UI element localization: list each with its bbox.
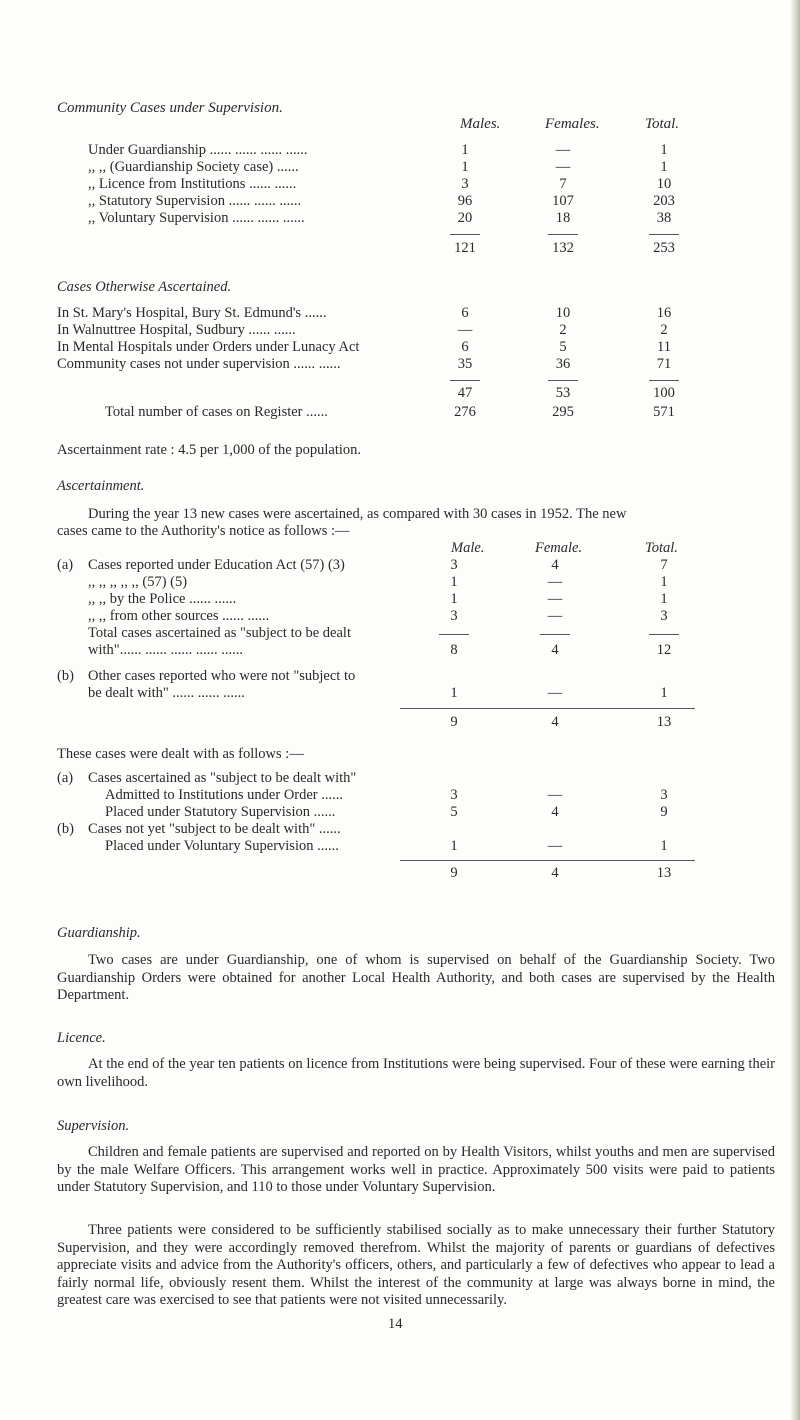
cell-females: — xyxy=(555,159,571,175)
cell-male: 3 xyxy=(450,557,458,573)
a-total-line-1: Total cases ascertained as "subject to be dealt xyxy=(88,625,351,641)
cell-female: — xyxy=(547,787,563,803)
cell-males: 96 xyxy=(457,193,473,209)
cell-males: 1 xyxy=(461,159,469,175)
subtotal-rule xyxy=(450,234,480,235)
header-total: Total. xyxy=(645,116,680,132)
row-label: ,, ,, by the Police ...... ...... xyxy=(88,591,237,607)
row-label: Cases reported under Education Act (57) (3) xyxy=(88,557,345,573)
cell-total: 16 xyxy=(656,305,672,321)
page-edge-shadow xyxy=(790,0,800,1420)
cell-males: 6 xyxy=(461,339,469,355)
cell-females: — xyxy=(555,142,571,158)
section-title-community-cases: Community Cases under Supervision. xyxy=(57,100,283,116)
row-label: ,, ,, (Guardianship Society case) ...... xyxy=(88,159,299,175)
a-total-total: 12 xyxy=(656,642,672,658)
cell-total: 1 xyxy=(660,142,668,158)
grand-total-female: 4 xyxy=(551,865,559,881)
b-line-2: be dealt with" ...... ...... ...... xyxy=(88,685,245,701)
register-males: 276 xyxy=(454,404,476,420)
cell-total: 10 xyxy=(656,176,672,192)
cell-females: 2 xyxy=(559,322,567,338)
cell-male: 1 xyxy=(450,574,458,590)
cell-females: 5 xyxy=(559,339,567,355)
subtotal-rule xyxy=(649,380,679,381)
cell-female: — xyxy=(547,591,563,607)
total-rule xyxy=(400,860,695,861)
cell-males: 1 xyxy=(461,142,469,158)
grand-total-total: 13 xyxy=(656,714,672,730)
intro-line-2: cases came to the Authority's notice as follows :— xyxy=(57,523,350,539)
page-number: 14 xyxy=(388,1316,403,1332)
cell-total: 11 xyxy=(657,339,671,355)
register-label: Total number of cases on Register ...... xyxy=(105,404,328,420)
marker-a: (a) xyxy=(57,557,74,573)
section-title-licence: Licence. xyxy=(57,1030,106,1046)
row-label: ,, ,, ,, ,, ,, (57) (5) xyxy=(88,574,188,590)
section-title-supervision: Supervision. xyxy=(57,1118,130,1134)
subtotal-rule xyxy=(649,234,679,235)
b-female: — xyxy=(547,685,563,701)
grand-total-male: 9 xyxy=(450,714,458,730)
dealt-with-intro: These cases were dealt with as follows :— xyxy=(57,746,304,762)
subtotal-rule xyxy=(649,634,679,635)
a-head: Cases ascertained as "subject to be dealt with" xyxy=(88,770,357,786)
ascertainment-rate: Ascertainment rate : 4.5 per 1,000 of the population. xyxy=(57,442,362,458)
cell-females: 10 xyxy=(555,305,571,321)
cell-males: 35 xyxy=(457,356,473,372)
grand-total-female: 4 xyxy=(551,714,559,730)
cell-male: 3 xyxy=(450,608,458,624)
subtotal-rule xyxy=(439,634,469,635)
cell-total: 3 xyxy=(660,608,668,624)
row-label: Placed under Statutory Supervision ...... xyxy=(105,804,336,820)
register-females: 295 xyxy=(552,404,574,420)
subtotal-females: 53 xyxy=(555,385,571,401)
cell-male: 1 xyxy=(450,591,458,607)
cell-males: — xyxy=(457,322,473,338)
cell-total: 1 xyxy=(660,591,668,607)
cell-female: — xyxy=(547,608,563,624)
cell-total: 203 xyxy=(653,193,675,209)
row-label: ,, Statutory Supervision ...... ...... ...... xyxy=(88,193,302,209)
cell-total: 1 xyxy=(660,574,668,590)
cell-females: 7 xyxy=(559,176,567,192)
b-head: Cases not yet "subject to be dealt with" ...... xyxy=(88,821,341,837)
row-label: Admitted to Institutions under Order ...... xyxy=(105,787,344,803)
supervision-paragraph-1: Children and female patients are supervised and reported on by Health Visitors, whilst youths and men are supervised by the male Welfare Officers. This arrangement works well in practice. Approximately 500 visits were paid to patients under Statutory Supervision, and 110 to those under Voluntary Supervision. xyxy=(57,1144,775,1195)
subtotal-rule xyxy=(548,380,578,381)
cell-female: 4 xyxy=(551,804,559,820)
subtotal-males: 47 xyxy=(457,385,473,401)
row-label: ,, ,, from other sources ...... ...... xyxy=(88,608,270,624)
grand-total-total: 13 xyxy=(656,865,672,881)
subtotal-males: 121 xyxy=(454,240,476,256)
subtotal-rule xyxy=(540,634,570,635)
cell-females: 18 xyxy=(555,210,571,226)
header-total: Total. xyxy=(645,540,678,556)
row-label: In Walnuttree Hospital, Sudbury ...... ...... xyxy=(57,322,296,338)
subtotal-females: 132 xyxy=(552,240,574,256)
cell-males: 6 xyxy=(461,305,469,321)
cell-total: 9 xyxy=(660,804,668,820)
cell-total: 2 xyxy=(660,322,668,338)
a-total-female: 4 xyxy=(551,642,559,658)
marker-a: (a) xyxy=(57,770,74,786)
b-line-1: Other cases reported who were not "subject to xyxy=(88,668,356,684)
marker-b: (b) xyxy=(57,821,74,837)
supervision-paragraph-2: Three patients were considered to be sufficiently stabilised socially as to make unnecessary their further Statutory Supervision, and they were accordingly removed therefrom. Whilst the majority of parents or guardians of defectives appreciate visits and advice from the Authority's officers, others, and particularly a few of defectives who appear to lead a fairly normal life, obviously resent them. Whilst the interest of the community at large was always borne in mind, the greatest care was exercised to see that patients were not visited unnecessarily. xyxy=(57,1222,775,1308)
b-male: 1 xyxy=(450,685,458,701)
cell-total: 7 xyxy=(660,557,668,573)
a-total-line-2: with"...... ...... ...... ...... ...... xyxy=(88,642,243,658)
header-male: Male. xyxy=(451,540,485,556)
section-title-ascertainment: Ascertainment. xyxy=(57,478,145,494)
row-label: In St. Mary's Hospital, Bury St. Edmund's ...... xyxy=(57,305,327,321)
marker-b: (b) xyxy=(57,668,74,684)
header-female: Female. xyxy=(535,540,583,556)
section-title-otherwise-ascertained: Cases Otherwise Ascertained. xyxy=(57,279,232,295)
cell-total: 1 xyxy=(660,159,668,175)
header-males: Males. xyxy=(460,116,501,132)
cell-female: — xyxy=(547,838,563,854)
row-label: Placed under Voluntary Supervision ...... xyxy=(105,838,339,854)
b-total: 1 xyxy=(660,685,668,701)
licence-paragraph: At the end of the year ten patients on licence from Institutions were being supervised. Four of these were earning their own livelihood. xyxy=(57,1056,775,1090)
cell-male: 1 xyxy=(450,838,458,854)
subtotal-rule xyxy=(450,380,480,381)
row-label: ,, Voluntary Supervision ...... ...... ...... xyxy=(88,210,305,226)
cell-total: 71 xyxy=(656,356,672,372)
total-rule xyxy=(400,708,695,709)
header-females: Females. xyxy=(545,116,600,132)
subtotal-total: 100 xyxy=(653,385,675,401)
a-total-male: 8 xyxy=(450,642,458,658)
cell-female: 4 xyxy=(551,557,559,573)
cell-male: 5 xyxy=(450,804,458,820)
cell-females: 107 xyxy=(552,193,574,209)
guardianship-paragraph: Two cases are under Guardianship, one of whom is supervised on behalf of the Guardianship Society. Two Guardianship Orders were obtained for another Local Health Authority, and both cases are supervised by the Health Department. xyxy=(57,952,775,1003)
section-title-guardianship: Guardianship. xyxy=(57,925,141,941)
intro-line-1: During the year 13 new cases were ascertained, as compared with 30 cases in 1952. The new xyxy=(88,506,627,522)
grand-total-male: 9 xyxy=(450,865,458,881)
cell-female: — xyxy=(547,574,563,590)
row-label: In Mental Hospitals under Orders under Lunacy Act xyxy=(57,339,360,355)
subtotal-rule xyxy=(548,234,578,235)
register-total: 571 xyxy=(653,404,675,420)
cell-total: 38 xyxy=(656,210,672,226)
cell-total: 3 xyxy=(660,787,668,803)
row-label: ,, Licence from Institutions ...... ...... xyxy=(88,176,297,192)
cell-females: 36 xyxy=(555,356,571,372)
row-label: Under Guardianship ...... ...... ...... ...... xyxy=(88,142,308,158)
cell-total: 1 xyxy=(660,838,668,854)
cell-male: 3 xyxy=(450,787,458,803)
cell-males: 3 xyxy=(461,176,469,192)
cell-males: 20 xyxy=(457,210,473,226)
row-label: Community cases not under supervision ...... ...... xyxy=(57,356,341,372)
subtotal-total: 253 xyxy=(653,240,675,256)
